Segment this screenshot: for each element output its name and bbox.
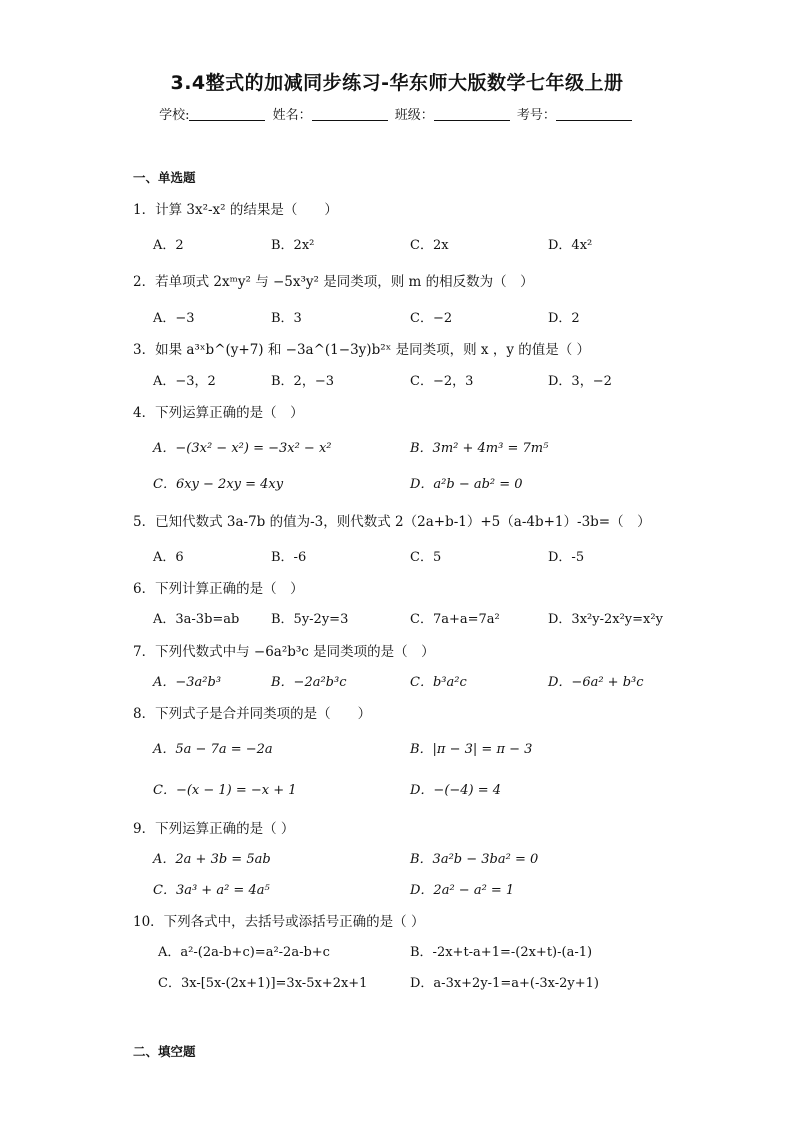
question-9-option-c[interactable]: C．3a³ + a² = 4a⁵ [153,883,270,898]
question-5-stem: 5．已知代数式 3a-7b 的值为-3，则代数式 2（2a+b-1）+5（a-4b+1）-3b=（ ） [133,514,651,530]
question-7-option-d[interactable]: D．−6a² + b³c [548,675,644,690]
question-7-option-b[interactable]: B．−2a²b³c [271,675,347,690]
exam-number-label: 考号： [516,108,556,123]
exam-number-blank[interactable] [556,108,632,121]
section-heading-single-choice: 一、单选题 [133,170,196,185]
question-4-option-d[interactable]: D．a²b − ab² = 0 [410,477,523,492]
name-field [273,104,391,123]
school-blank[interactable] [189,108,265,121]
question-2-options [0,307,794,327]
question-6-option-c[interactable]: C．7a+a=7a² [410,612,500,627]
question-4-options-row-2 [0,473,794,493]
question-4-option-a[interactable]: A．−(3x² − x²) = −3x² − x² [153,441,332,456]
question-6-options [0,608,794,628]
question-1-options [0,234,794,254]
question-6-option-a[interactable]: A．3a-3b=ab [153,612,240,627]
question-9-stem: 9．下列运算正确的是（ ） [133,821,295,837]
question-9-options-row-1 [0,848,794,868]
question-7-options [0,671,794,691]
question-1-option-a[interactable]: A．2 [153,238,184,253]
question-10-options-row-1 [0,941,794,961]
question-2-option-a[interactable]: A．−3 [153,311,195,326]
question-5-option-a[interactable]: A．6 [153,550,184,565]
question-5-option-b[interactable]: B．-6 [271,550,307,565]
question-8-option-b[interactable]: B．|π − 3| = π − 3 [410,742,533,757]
question-2-option-b[interactable]: B．3 [271,311,302,326]
question-6-option-d[interactable]: D．3x²y-2x²y=x²y [548,612,663,627]
question-6-stem: 6．下列计算正确的是（ ） [133,581,304,597]
question-4-stem: 4．下列运算正确的是（ ） [133,405,304,421]
question-2-option-d[interactable]: D．2 [548,311,580,326]
question-5-option-c[interactable]: C．5 [410,550,442,565]
question-5-option-d[interactable]: D．-5 [548,550,585,565]
question-10-stem: 10．下列各式中，去括号或添括号正确的是（ ） [133,914,425,930]
question-9-option-b[interactable]: B．3a²b − 3ba² = 0 [410,852,539,867]
student-info-line [0,104,794,123]
question-1-stem: 1．计算 3x²-x² 的结果是（ ） [133,202,338,218]
question-4-options-row-1 [0,437,794,457]
question-1-option-b[interactable]: B．2x² [271,238,315,253]
class-field [395,104,513,123]
page-title: 3.4整式的加减同步练习-华东师大版数学七年级上册 [170,72,624,94]
question-10-option-b[interactable]: B．-2x+t-a+1=-(2x+t)-(a-1) [410,945,593,960]
question-8-option-d[interactable]: D．−(−4) = 4 [410,783,502,798]
question-7-stem: 7．下列代数式中与 −6a²b³c 是同类项的是（ ） [133,644,435,660]
question-3-option-c[interactable]: C．−2，3 [410,374,474,389]
question-3-option-b[interactable]: B．2，−3 [271,374,334,389]
question-2-option-c[interactable]: C．−2 [410,311,453,326]
exam-number-field [517,104,635,123]
question-7-option-a[interactable]: A．−3a²b³ [153,675,222,690]
question-7-option-c[interactable]: C．b³a²c [410,675,467,690]
class-label: 班级： [394,108,434,123]
question-1-option-c[interactable]: C．2x [410,238,449,253]
school-field [159,104,268,123]
school-label: 学校: [159,108,190,123]
question-4-option-c[interactable]: C．6xy − 2xy = 4xy [153,477,284,492]
question-4-option-b[interactable]: B．3m² + 4m³ = 7m⁵ [410,441,549,456]
question-6-option-b[interactable]: B．5y-2y=3 [271,612,349,627]
name-label: 姓名： [272,108,312,123]
question-3-options [0,370,794,390]
question-2-stem: 2．若单项式 2xᵐy² 与 −5x³y² 是同类项，则 m 的相反数为（ ） [133,274,534,290]
question-9-option-a[interactable]: A．2a + 3b = 5ab [153,852,271,867]
question-1-option-d[interactable]: D．4x² [548,238,593,253]
name-blank[interactable] [312,108,388,121]
question-9-options-row-2 [0,879,794,899]
question-8-option-a[interactable]: A．5a − 7a = −2a [153,742,273,757]
question-8-stem: 8．下列式子是合并同类项的是（ ） [133,706,372,722]
class-blank[interactable] [434,108,510,121]
question-8-option-c[interactable]: C．−(x − 1) = −x + 1 [153,783,297,798]
section-heading-fill-in: 二、填空题 [133,1044,196,1059]
question-10-option-a[interactable]: A．a²-(2a-b+c)=a²-2a-b+c [158,945,330,960]
question-3-stem: 3．如果 a³ˣb^(y+7) 和 −3a^(1−3y)b²ˣ 是同类项，则 x ，y 的值是（ ） [133,342,591,358]
question-10-option-c[interactable]: C．3x-[5x-(2x+1)]=3x-5x+2x+1 [158,976,368,991]
question-3-option-a[interactable]: A．−3，2 [153,374,216,389]
question-8-options-row-1 [0,738,794,758]
question-10-option-d[interactable]: D．a-3x+2y-1=a+(-3x-2y+1) [410,976,599,991]
question-8-options-row-2 [0,779,794,799]
question-3-option-d[interactable]: D．3，−2 [548,374,612,389]
question-5-options [0,546,794,566]
question-10-options-row-2 [0,972,794,992]
question-9-option-d[interactable]: D．2a² − a² = 1 [410,883,515,898]
